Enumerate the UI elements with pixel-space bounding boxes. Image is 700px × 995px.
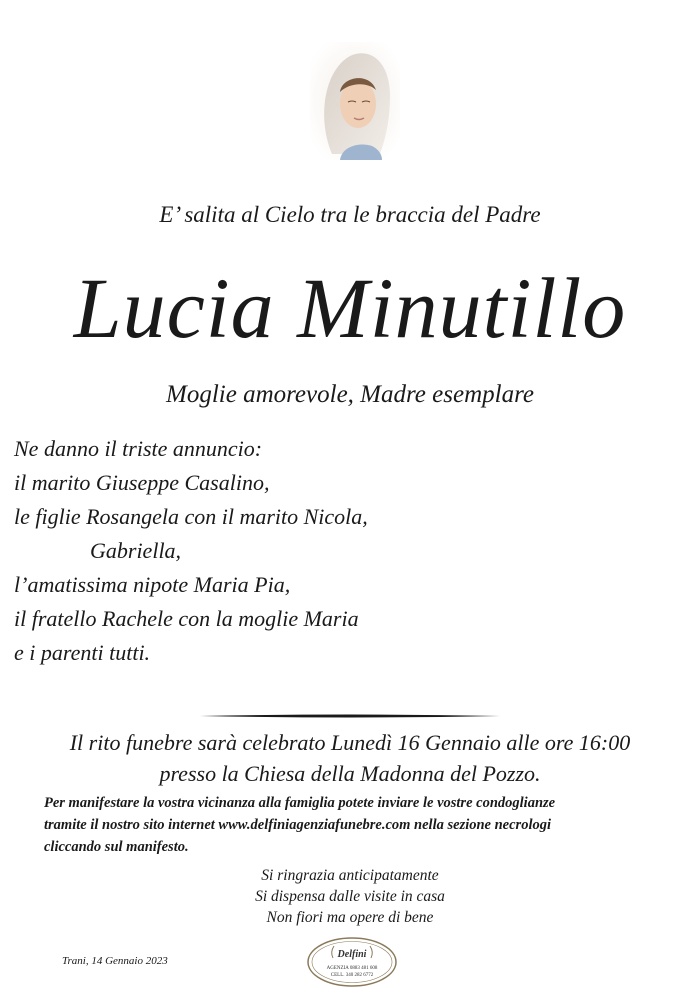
family-announcement (14, 432, 574, 670)
notice-line-3: cliccando sul manifesto. (44, 839, 189, 855)
family-line: l’amatissima nipote Maria Pia, (14, 572, 291, 597)
ceremony-line-2: presso la Chiesa della Madonna del Pozzo. (159, 761, 541, 786)
family-line: Ne danno il triste annuncio: (14, 436, 263, 461)
thanks-block (0, 865, 700, 928)
deceased-subtitle: Moglie amorevole, Madre esemplare (166, 381, 534, 408)
thanks-line-2: Si dispensa dalle visite in casa (255, 888, 445, 905)
agency-logo (306, 936, 398, 988)
madonna-image (310, 42, 400, 160)
notice-line-1: Per manifestare la vostra vicinanza alla famiglia potete inviare le vostre condoglianze (44, 795, 556, 811)
logo-name: Delfini (337, 949, 367, 960)
divider-line (200, 712, 500, 720)
logo-phone-1: AGENZIA 0883 481 608 (326, 966, 378, 971)
ceremony-info (0, 727, 700, 789)
family-line: le figlie Rosangela con il marito Nicola, (14, 504, 368, 529)
notice-line-2: tramite il nostro sito internet www.delfiniagenziafunebre.com nella sezione necrologi (44, 817, 551, 833)
intro-text: E’ salita al Cielo tra le braccia del Padre (159, 202, 541, 227)
deceased-name: Lucia Minutillo (73, 260, 627, 356)
logo-phone-2: CELL. 340 282 6772 (330, 973, 374, 978)
thanks-line-1: Si ringrazia anticipatamente (261, 867, 439, 884)
family-line: il fratello Rachele con la moglie Maria (14, 606, 359, 631)
family-line: Gabriella, (90, 538, 182, 563)
thanks-line-3: Non fiori ma opere di bene (266, 909, 434, 926)
place-date: Trani, 14 Gennaio 2023 (62, 955, 168, 967)
family-line: il marito Giuseppe Casalino, (14, 470, 270, 495)
ceremony-line-1: Il rito funebre sarà celebrato Lunedì 16 Gennaio alle ore 16:00 (69, 730, 631, 755)
family-line: e i parenti tutti. (14, 640, 151, 665)
condolences-notice (44, 792, 684, 858)
